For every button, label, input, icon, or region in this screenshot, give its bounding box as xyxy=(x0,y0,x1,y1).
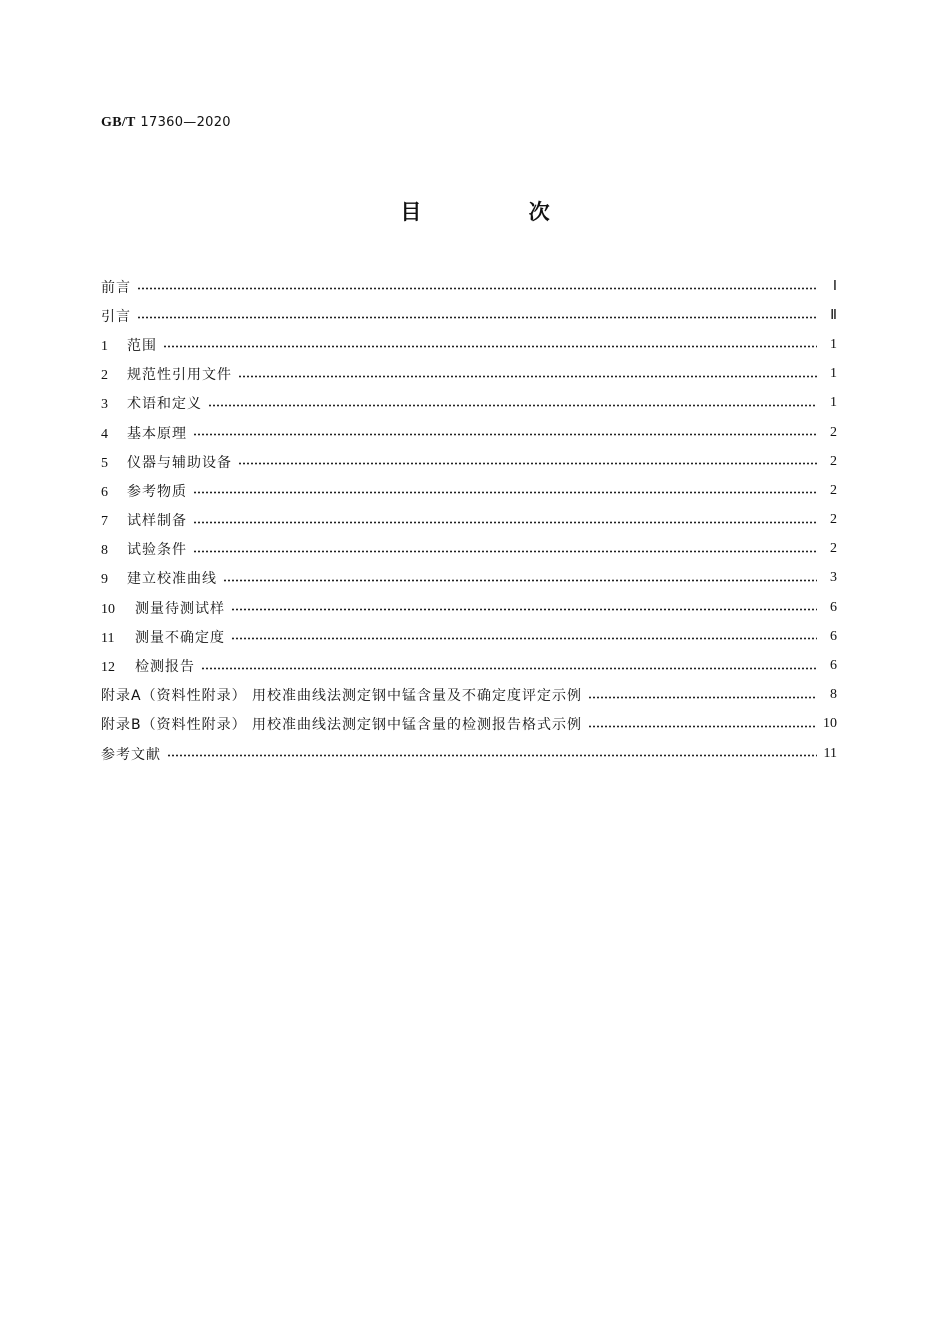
toc-entry-page: Ⅱ xyxy=(830,308,837,324)
toc-entry-label xyxy=(101,335,163,355)
toc-entry-number: 12 xyxy=(101,660,115,676)
toc-entry[interactable] xyxy=(101,418,837,447)
toc-entry-title: 参考文献 xyxy=(101,746,161,763)
toc-entry[interactable] xyxy=(101,476,837,505)
toc-entry-title: 基本原理 xyxy=(127,425,187,442)
toc-entry[interactable] xyxy=(101,564,837,593)
toc-entry-title: 试验条件 xyxy=(127,542,187,559)
toc-dot-leader xyxy=(238,462,817,465)
toc-dot-leader xyxy=(193,433,817,436)
toc-entry[interactable] xyxy=(101,330,837,359)
toc-entry-title: 引言 xyxy=(101,308,131,325)
toc-dot-leader xyxy=(588,725,817,728)
toc-entry-page: 3 xyxy=(830,570,837,586)
toc-entry[interactable] xyxy=(101,389,837,418)
toc-entry-title: 仪器与辅助设备 xyxy=(127,454,232,471)
toc-entry-title: 检测报告 xyxy=(135,659,195,676)
toc-entry-page: 2 xyxy=(830,453,837,469)
toc-entry-label xyxy=(101,627,231,647)
standard-code-number: 17360—2020 xyxy=(140,115,231,130)
toc-entry-number: 7 xyxy=(101,514,108,530)
toc-entry[interactable] xyxy=(101,506,837,535)
toc-entry-label xyxy=(101,393,208,413)
toc-entry-label xyxy=(101,452,238,472)
toc-entry-label xyxy=(101,510,193,530)
toc-dot-leader xyxy=(238,375,817,378)
toc-dot-leader xyxy=(137,316,817,319)
toc-entry-title: 范围 xyxy=(127,337,157,354)
standard-code xyxy=(101,114,231,131)
toc-entry[interactable] xyxy=(101,447,837,476)
toc-entry-title: 测量不确定度 xyxy=(135,629,225,646)
toc-entry[interactable] xyxy=(101,535,837,564)
toc-dot-leader xyxy=(588,696,817,699)
toc-entry[interactable] xyxy=(101,651,837,680)
toc-entry-number: 2 xyxy=(101,368,108,384)
toc-entry-page: 2 xyxy=(830,541,837,557)
toc-entry-page: 11 xyxy=(823,745,837,761)
toc-entry-page: Ⅰ xyxy=(832,279,837,295)
toc-dot-leader xyxy=(163,345,817,348)
toc-entry-label xyxy=(101,364,238,384)
toc-entry[interactable] xyxy=(101,681,837,710)
toc-entry-label xyxy=(101,539,193,559)
toc-entry-number: 5 xyxy=(101,455,108,471)
toc-entry-page: 6 xyxy=(830,599,837,615)
toc-entry-page: 8 xyxy=(830,687,837,703)
toc-entry-page: 10 xyxy=(823,716,837,732)
toc-entry-label xyxy=(101,481,193,501)
toc-entry-number: 4 xyxy=(101,426,108,442)
toc-dot-leader xyxy=(201,667,817,670)
toc-dot-leader xyxy=(193,521,817,524)
toc-entry-title: 试样制备 xyxy=(127,513,187,530)
toc-entry[interactable] xyxy=(101,272,837,301)
toc-entry-page: 6 xyxy=(830,658,837,674)
toc-entry[interactable] xyxy=(101,593,837,622)
toc-dot-leader xyxy=(193,491,817,494)
toc-entry-page: 1 xyxy=(830,366,837,382)
toc-entry-label xyxy=(101,306,137,326)
standard-code-prefix: GB/T xyxy=(101,115,136,130)
toc-entry-page: 2 xyxy=(830,512,837,528)
toc-entry-title: 附录B（资料性附录） 用校准曲线法测定钢中锰含量的检测报告格式示例 xyxy=(101,717,583,734)
toc-entry-number: 3 xyxy=(101,397,108,413)
toc-entry-label xyxy=(101,714,588,734)
toc-dot-leader xyxy=(137,287,817,290)
toc-entry-number: 8 xyxy=(101,543,108,559)
toc-entry[interactable] xyxy=(101,710,837,739)
toc-entry-title: 参考物质 xyxy=(127,483,187,500)
table-of-contents xyxy=(101,272,837,768)
toc-entry-title: 前言 xyxy=(101,279,131,296)
toc-entry-title: 测量待测试样 xyxy=(135,600,225,617)
toc-entry-label xyxy=(101,656,201,676)
toc-dot-leader xyxy=(231,608,817,611)
toc-entry-label xyxy=(101,598,231,618)
toc-entry-title: 规范性引用文件 xyxy=(127,367,232,384)
toc-dot-leader xyxy=(193,550,817,553)
toc-entry-page: 6 xyxy=(830,628,837,644)
page-title: 目 次 xyxy=(400,200,600,224)
toc-entry-label xyxy=(101,744,167,764)
toc-entry-label xyxy=(101,568,223,588)
toc-entry-label xyxy=(101,277,137,297)
toc-entry[interactable] xyxy=(101,622,837,651)
toc-dot-leader xyxy=(167,754,817,757)
toc-entry[interactable] xyxy=(101,301,837,330)
toc-entry-label xyxy=(101,423,193,443)
toc-dot-leader xyxy=(208,404,817,407)
toc-entry-page: 2 xyxy=(830,482,837,498)
toc-entry-page: 2 xyxy=(830,424,837,440)
toc-entry[interactable] xyxy=(101,360,837,389)
toc-entry-page: 1 xyxy=(830,336,837,352)
toc-entry-title: 术语和定义 xyxy=(127,396,202,413)
toc-entry-number: 6 xyxy=(101,484,108,500)
toc-entry-number: 10 xyxy=(101,601,115,617)
toc-entry[interactable] xyxy=(101,739,837,768)
toc-dot-leader xyxy=(231,637,817,640)
toc-entry-number: 9 xyxy=(101,572,108,588)
toc-entry-number: 11 xyxy=(101,630,115,646)
toc-entry-title: 建立校准曲线 xyxy=(127,571,217,588)
toc-dot-leader xyxy=(223,579,817,582)
toc-entry-page: 1 xyxy=(830,395,837,411)
toc-entry-label xyxy=(101,685,588,705)
toc-entry-title: 附录A（资料性附录） 用校准曲线法测定钢中锰含量及不确定度评定示例 xyxy=(101,688,583,705)
toc-entry-number: 1 xyxy=(101,338,108,354)
